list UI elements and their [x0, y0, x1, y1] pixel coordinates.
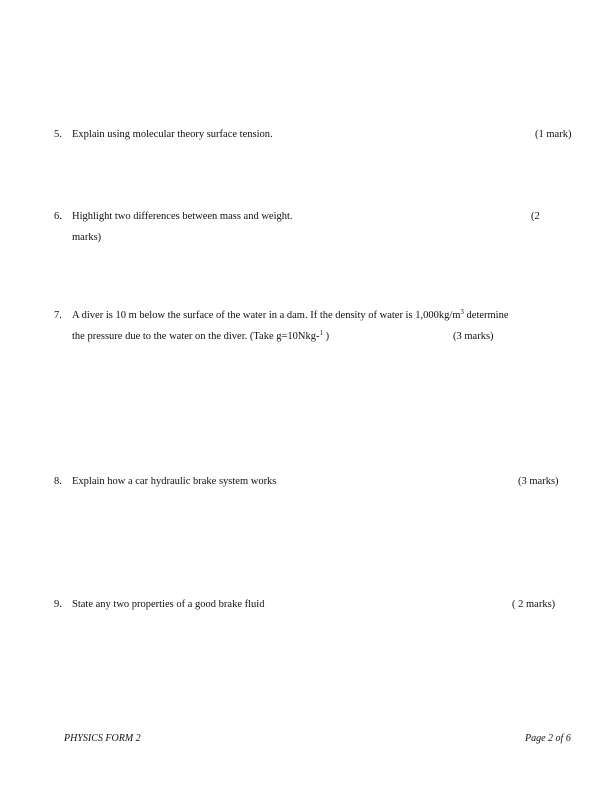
text-segment: ) — [322, 331, 330, 342]
question-number: 8. — [54, 476, 62, 487]
question-text: Highlight two differences between mass and weight. — [72, 211, 293, 222]
question-number: 5. — [54, 129, 62, 140]
text-segment: the pressure due to the water on the diver. (Take g=10Nkg- — [72, 331, 320, 342]
superscript: 1 — [319, 329, 323, 337]
text-segment: determine — [463, 310, 509, 321]
question-text-line-1 — [72, 310, 509, 321]
marks-label: (1 mark) — [535, 129, 572, 140]
question-text-line-2 — [72, 331, 329, 342]
text-segment: A diver is 10 m below the surface of the water in a dam. If the density of water is 1,000kg/m — [72, 310, 461, 321]
marks-label: (2 — [531, 211, 540, 222]
question-text: Explain using molecular theory surface tension. — [72, 129, 273, 140]
superscript: 3 — [460, 308, 464, 316]
question-number: 6. — [54, 211, 62, 222]
marks-label: (3 marks) — [453, 331, 494, 342]
marks-label: ( 2 marks) — [512, 599, 556, 610]
marks-label-continued: marks) — [72, 232, 102, 243]
question-number: 9. — [54, 599, 62, 610]
question-text: Explain how a car hydraulic brake system works — [72, 476, 277, 487]
question-number: 7. — [54, 310, 62, 321]
question-text: State any two properties of a good brake fluid — [72, 599, 265, 610]
footer-page-number: Page 2 of 6 — [525, 733, 571, 744]
marks-label: (3 marks) — [518, 476, 559, 487]
footer-subject: PHYSICS FORM 2 — [64, 733, 141, 744]
